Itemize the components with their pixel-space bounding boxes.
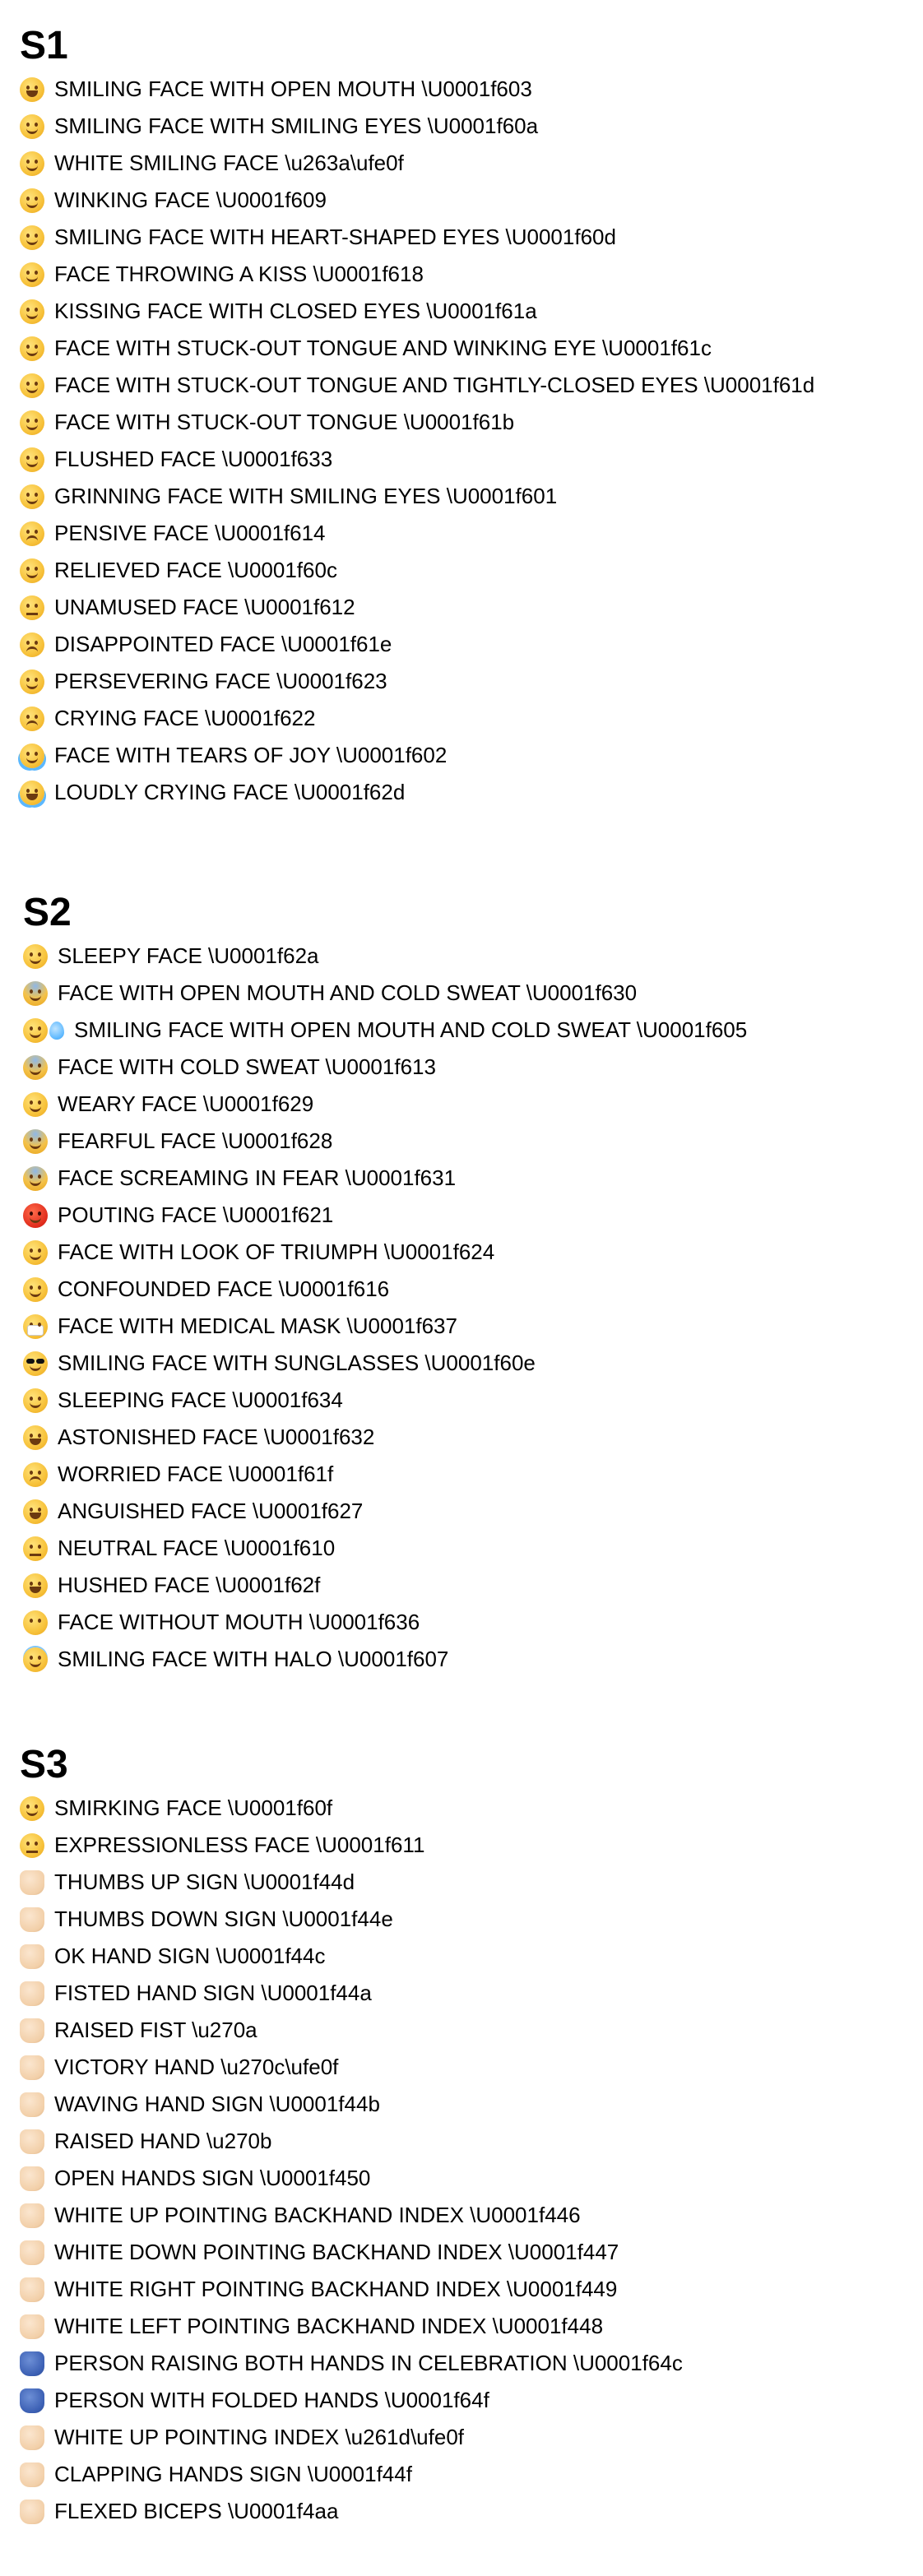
list-item bbox=[20, 1864, 923, 1901]
list-item bbox=[20, 2308, 923, 2345]
emoji-label: ASTONISHED FACE \U0001f632 bbox=[58, 1425, 375, 1449]
list-item bbox=[23, 1530, 923, 1567]
emoji-label: FACE WITH OPEN MOUTH AND COLD SWEAT \U0001f630 bbox=[58, 980, 638, 1005]
list-item bbox=[23, 975, 923, 1012]
list-item bbox=[20, 1827, 923, 1864]
raised-hand-icon bbox=[20, 2129, 44, 2154]
worried-face-icon bbox=[23, 1462, 48, 1487]
emoji-label: WAVING HAND SIGN \U0001f44b bbox=[54, 2092, 380, 2116]
list-item bbox=[20, 589, 923, 626]
emoji-label: SMILING FACE WITH OPEN MOUTH \U0001f603 bbox=[54, 76, 532, 101]
emoji-label: HUSHED FACE \U0001f62f bbox=[58, 1573, 321, 1597]
cold-sweat-face-icon bbox=[23, 1055, 48, 1080]
raised-fist-icon bbox=[20, 2018, 44, 2043]
down-pointing-backhand-index-icon bbox=[20, 2240, 44, 2265]
relieved-face-icon bbox=[20, 558, 44, 583]
emoji-label: WHITE UP POINTING INDEX \u261d\ufe0f bbox=[54, 2425, 465, 2449]
emoji-label: SMILING FACE WITH OPEN MOUTH AND COLD SWEAT \U0001f605 bbox=[74, 1017, 748, 1042]
emoji-label: DISAPPOINTED FACE \U0001f61e bbox=[54, 632, 392, 656]
emoji-label: THUMBS DOWN SIGN \U0001f44e bbox=[54, 1907, 393, 1931]
emoji-label: PENSIVE FACE \U0001f614 bbox=[54, 521, 326, 545]
list-item bbox=[20, 219, 923, 256]
astonished-face-icon bbox=[23, 1425, 48, 1450]
stuck-out-tongue-winking-icon bbox=[20, 336, 44, 361]
list-item bbox=[20, 700, 923, 737]
emoji-label: FEARFUL FACE \U0001f628 bbox=[58, 1128, 333, 1153]
emoji-label: WHITE DOWN POINTING BACKHAND INDEX \U0001f447 bbox=[54, 2240, 619, 2264]
emoji-label: WHITE UP POINTING BACKHAND INDEX \U0001f446 bbox=[54, 2203, 581, 2227]
list-item bbox=[23, 1345, 923, 1382]
emoji-label: FACE WITH STUCK-OUT TONGUE \U0001f61b bbox=[54, 410, 515, 434]
emoji-label: SMILING FACE WITH HALO \U0001f607 bbox=[58, 1647, 449, 1671]
emoji-label: ANGUISHED FACE \U0001f627 bbox=[58, 1499, 364, 1523]
emoji-label: CLAPPING HANDS SIGN \U0001f44f bbox=[54, 2462, 412, 2486]
list-item bbox=[23, 1604, 923, 1641]
waving-hand-icon bbox=[20, 2092, 44, 2117]
kissing-face-closed-eyes-icon bbox=[20, 299, 44, 324]
emoji-label: RAISED FIST \u270a bbox=[54, 2018, 257, 2042]
open-hands-icon bbox=[20, 2166, 44, 2191]
emoji-label: SMILING FACE WITH HEART-SHAPED EYES \U0001f60d bbox=[54, 225, 616, 249]
emoji-list bbox=[23, 938, 923, 1678]
list-item bbox=[23, 1012, 923, 1049]
list-item bbox=[20, 1901, 923, 1938]
sunglasses-face-icon bbox=[23, 1351, 48, 1376]
smiling-face-open-mouth-cold-sweat-icon bbox=[23, 1018, 64, 1043]
list-item bbox=[20, 367, 923, 404]
list-item bbox=[20, 2234, 923, 2271]
emoji-list bbox=[20, 1790, 923, 2530]
section-title: S2 bbox=[23, 891, 72, 934]
emoji-label: SMILING FACE WITH SMILING EYES \U0001f60a bbox=[54, 114, 539, 138]
list-item bbox=[20, 182, 923, 219]
list-item bbox=[20, 330, 923, 367]
emoji-label: UNAMUSED FACE \U0001f612 bbox=[54, 595, 355, 619]
list-item bbox=[20, 2049, 923, 2086]
clapping-hands-icon bbox=[20, 2462, 44, 2487]
list-item bbox=[20, 663, 923, 700]
fisted-hand-icon bbox=[20, 1981, 44, 2006]
list-item bbox=[20, 626, 923, 663]
emoji-label: LOUDLY CRYING FACE \U0001f62d bbox=[54, 780, 406, 804]
list-item bbox=[20, 552, 923, 589]
smirking-face-icon bbox=[20, 1796, 44, 1821]
emoji-label: POUTING FACE \U0001f621 bbox=[58, 1202, 334, 1227]
emoji-label: CONFOUNDED FACE \U0001f616 bbox=[58, 1276, 390, 1301]
list-item bbox=[20, 515, 923, 552]
sleepy-face-icon bbox=[23, 944, 48, 969]
list-item bbox=[20, 293, 923, 330]
up-pointing-index-icon bbox=[20, 2425, 44, 2450]
emoji-label: FACE WITH TEARS OF JOY \U0001f602 bbox=[54, 743, 448, 767]
emoji-label: FACE WITHOUT MOUTH \U0001f636 bbox=[58, 1610, 420, 1634]
emoji-label: PERSON WITH FOLDED HANDS \U0001f64f bbox=[54, 2388, 489, 2412]
pouting-face-icon bbox=[23, 1203, 48, 1228]
flexed-biceps-icon bbox=[20, 2500, 44, 2524]
list-item bbox=[23, 1641, 923, 1678]
list-item bbox=[23, 1197, 923, 1234]
anguished-face-icon bbox=[23, 1499, 48, 1524]
face-throwing-kiss-icon bbox=[20, 262, 44, 287]
list-item bbox=[23, 1493, 923, 1530]
list-item bbox=[20, 71, 923, 108]
emoji-label: FLUSHED FACE \U0001f633 bbox=[54, 447, 333, 471]
emoji-label: FACE SCREAMING IN FEAR \U0001f631 bbox=[58, 1165, 457, 1190]
white-smiling-face-icon bbox=[20, 151, 44, 176]
list-item bbox=[20, 2123, 923, 2160]
emoji-label: FACE WITH LOOK OF TRIUMPH \U0001f624 bbox=[58, 1239, 495, 1264]
loudly-crying-face-icon bbox=[20, 781, 44, 805]
persevering-face-icon bbox=[20, 669, 44, 694]
left-pointing-backhand-index-icon bbox=[20, 2314, 44, 2339]
open-mouth-cold-sweat-face-icon bbox=[23, 981, 48, 1006]
list-item bbox=[20, 2086, 923, 2123]
emoji-label: GRINNING FACE WITH SMILING EYES \U0001f601 bbox=[54, 484, 558, 508]
emoji-label: WINKING FACE \U0001f609 bbox=[54, 188, 327, 212]
emoji-label: RAISED HAND \u270b bbox=[54, 2129, 272, 2153]
list-item bbox=[20, 145, 923, 182]
list-item bbox=[20, 441, 923, 478]
list-item bbox=[20, 108, 923, 145]
emoji-label: WORRIED FACE \U0001f61f bbox=[58, 1462, 334, 1486]
emoji-label: VICTORY HAND \u270c\ufe0f bbox=[54, 2055, 339, 2079]
right-pointing-backhand-index-icon bbox=[20, 2277, 44, 2302]
emoji-label: PERSEVERING FACE \U0001f623 bbox=[54, 669, 387, 693]
list-item bbox=[20, 774, 923, 811]
winking-face-icon bbox=[20, 188, 44, 213]
victory-hand-icon bbox=[20, 2055, 44, 2080]
list-item bbox=[20, 2345, 923, 2382]
list-item bbox=[23, 1567, 923, 1604]
emoji-label: FACE WITH COLD SWEAT \U0001f613 bbox=[58, 1054, 436, 1079]
up-pointing-backhand-index-icon bbox=[20, 2203, 44, 2228]
emoji-label: FACE WITH STUCK-OUT TONGUE AND WINKING EYE \U0001f61c bbox=[54, 336, 712, 360]
crying-face-icon bbox=[20, 707, 44, 731]
emoji-label: WHITE SMILING FACE \u263a\ufe0f bbox=[54, 151, 404, 175]
flushed-face-icon bbox=[20, 447, 44, 472]
list-item bbox=[20, 2456, 923, 2493]
list-item bbox=[20, 2419, 923, 2456]
list-item bbox=[20, 2493, 923, 2530]
list-item bbox=[20, 737, 923, 774]
emoji-label: SLEEPING FACE \U0001f634 bbox=[58, 1388, 343, 1412]
sleeping-face-icon bbox=[23, 1388, 48, 1413]
hushed-face-icon bbox=[23, 1573, 48, 1598]
disappointed-face-icon bbox=[20, 632, 44, 657]
tears-of-joy-face-icon bbox=[20, 744, 44, 768]
list-item bbox=[23, 1049, 923, 1086]
confounded-face-icon bbox=[23, 1277, 48, 1302]
grinning-face-smiling-eyes-icon bbox=[20, 484, 44, 509]
weary-face-icon bbox=[23, 1092, 48, 1117]
list-item bbox=[23, 1123, 923, 1160]
emoji-label: SMILING FACE WITH SUNGLASSES \U0001f60e bbox=[58, 1351, 536, 1375]
neutral-face-icon bbox=[23, 1536, 48, 1561]
stuck-out-tongue-closed-eyes-icon bbox=[20, 373, 44, 398]
thumbs-down-icon bbox=[20, 1907, 44, 1932]
list-item bbox=[23, 1160, 923, 1197]
emoji-label: PERSON RAISING BOTH HANDS IN CELEBRATION \U0001f64c bbox=[54, 2351, 683, 2375]
halo-face-icon bbox=[23, 1647, 48, 1672]
list-item bbox=[20, 256, 923, 293]
triumph-face-icon bbox=[23, 1240, 48, 1265]
list-item bbox=[20, 1975, 923, 2012]
emoji-label: SMIRKING FACE \U0001f60f bbox=[54, 1795, 333, 1820]
emoji-label: WHITE LEFT POINTING BACKHAND INDEX \U0001f448 bbox=[54, 2314, 604, 2338]
raising-hands-icon bbox=[20, 2351, 44, 2376]
list-item bbox=[20, 2012, 923, 2049]
folded-hands-icon bbox=[20, 2388, 44, 2413]
emoji-list bbox=[20, 71, 923, 811]
emoji-label: FISTED HAND SIGN \U0001f44a bbox=[54, 1981, 372, 2005]
smiling-face-open-mouth-icon bbox=[20, 77, 44, 102]
emoji-label: FACE WITH STUCK-OUT TONGUE AND TIGHTLY-CLOSED EYES \U0001f61d bbox=[54, 373, 815, 397]
list-item bbox=[23, 1382, 923, 1419]
emoji-label: FLEXED BICEPS \U0001f4aa bbox=[54, 2499, 339, 2523]
pensive-face-icon bbox=[20, 521, 44, 546]
emoji-label: THUMBS UP SIGN \U0001f44d bbox=[54, 1869, 355, 1894]
list-item bbox=[20, 478, 923, 515]
list-item bbox=[23, 1456, 923, 1493]
emoji-label: CRYING FACE \U0001f622 bbox=[54, 706, 316, 730]
list-item bbox=[20, 2160, 923, 2197]
heart-eyes-face-icon bbox=[20, 225, 44, 250]
list-item bbox=[20, 404, 923, 441]
medical-mask-face-icon bbox=[23, 1314, 48, 1339]
list-item bbox=[23, 1419, 923, 1456]
list-item bbox=[23, 1234, 923, 1271]
list-item bbox=[20, 2382, 923, 2419]
droplet-icon bbox=[49, 1022, 64, 1040]
list-item bbox=[20, 1938, 923, 1975]
expressionless-face-icon bbox=[20, 1833, 44, 1858]
unamused-face-icon bbox=[20, 595, 44, 620]
emoji-label: WHITE RIGHT POINTING BACKHAND INDEX \U0001f449 bbox=[54, 2277, 618, 2301]
emoji-label: WEARY FACE \U0001f629 bbox=[58, 1091, 314, 1116]
emoji-label: SLEEPY FACE \U0001f62a bbox=[58, 943, 319, 968]
list-item bbox=[23, 1271, 923, 1308]
emoji-label: RELIEVED FACE \U0001f60c bbox=[54, 558, 337, 582]
emoji-label: OK HAND SIGN \U0001f44c bbox=[54, 1944, 326, 1968]
emoji-label: NEUTRAL FACE \U0001f610 bbox=[58, 1536, 336, 1560]
emoji-label: EXPRESSIONLESS FACE \U0001f611 bbox=[54, 1832, 425, 1857]
emoji-label: FACE WITH MEDICAL MASK \U0001f637 bbox=[58, 1313, 457, 1338]
list-item bbox=[23, 1308, 923, 1345]
screaming-face-icon bbox=[23, 1166, 48, 1191]
face-without-mouth-icon bbox=[23, 1610, 48, 1635]
list-item bbox=[23, 938, 923, 975]
list-item bbox=[20, 2271, 923, 2308]
emoji-label: KISSING FACE WITH CLOSED EYES \U0001f61a bbox=[54, 299, 537, 323]
ok-hand-icon bbox=[20, 1944, 44, 1969]
emoji-label: OPEN HANDS SIGN \U0001f450 bbox=[54, 2166, 371, 2190]
smiling-face-smiling-eyes-icon bbox=[20, 114, 44, 139]
stuck-out-tongue-icon bbox=[20, 410, 44, 435]
fearful-face-icon bbox=[23, 1129, 48, 1154]
list-item bbox=[23, 1086, 923, 1123]
emoji-label: FACE THROWING A KISS \U0001f618 bbox=[54, 262, 424, 286]
list-item bbox=[20, 1790, 923, 1827]
list-item bbox=[20, 2197, 923, 2234]
thumbs-up-icon bbox=[20, 1870, 44, 1895]
section-title: S1 bbox=[20, 24, 68, 67]
section-title: S3 bbox=[20, 1743, 68, 1786]
